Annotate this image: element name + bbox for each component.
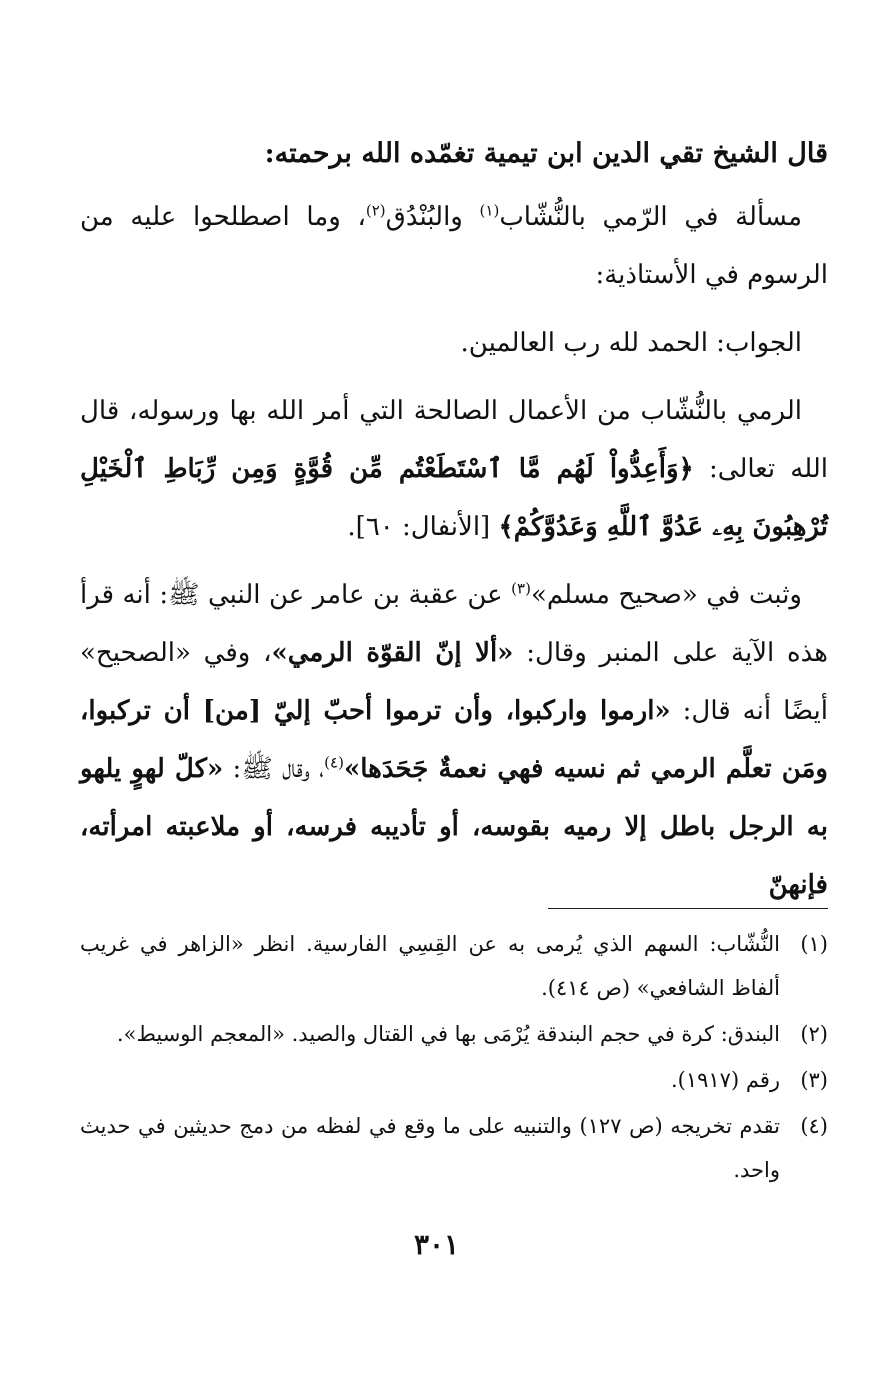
question-text-3: ، وما اصطلحوا عليه من الرسوم في الأستاذية: [80,202,828,290]
footnote-number: (١) [800,932,828,956]
footnote-text: رقم (١٩١٧). [670,1068,780,1092]
footnote-divider [548,908,828,909]
footnote-text: النُّشّاب: السهم الذي يُرمى به عن القِسِي الفارسية. انظر «الزاهر في غريب ألفاظ الشافعي» (ص ٤١٤). [80,932,780,1000]
quran-reference: [الأنفال: ٦٠]. [347,512,499,542]
footnote-item [80,922,828,1010]
question-text-1: مسألة في الرّمي بالنُّشّاب [499,202,803,232]
paragraph-question [80,188,828,304]
footnote-item [80,1058,828,1102]
hadith-text-2: ، وفي «الصحيح» أيضًا أنه قال: [80,638,828,726]
hadith-quote-1: «ألا إنّ القوّة الرمي» [271,638,514,668]
footnote-ref-4: (٤) [324,753,344,772]
footnotes [80,922,828,1194]
footnote-item [80,1104,828,1192]
footnote-ref-1: (١) [479,201,500,220]
hadith-quote-2: «ارموا واركبوا، وأن ترموا أحبّ إليّ [من] أن تركبوا، ومَن تعلَّم الرمي ثم نسيه فهي نعمةٌ جَحَدَها» [80,696,828,784]
footnote-ref-3: (٣) [511,579,531,598]
footnote-number: (٤) [800,1114,828,1138]
question-text-2: والبُنْدُق [385,202,480,232]
hadith-text-3: ، وقال ﷺ: [223,754,325,784]
quran-intro: الرمي بالنُّشّاب من الأعمال الصالحة التي أمر الله بها ورسوله، قال الله تعالى: [80,396,828,484]
paragraph-answer: الجواب: الحمد لله رب العالمين. [460,328,802,358]
hadith-text-1: عن عقبة بن عامر عن النبي ﷺ: أنه قرأ هذه الآية على المنبر وقال: [80,580,828,668]
paragraph-quran [80,382,828,556]
paragraph-hadith [80,566,828,914]
footnote-text: تقدم تخريجه (ص ١٢٧) والتنبيه على ما وقع في لفظه من دمج حديثين في حديث واحد. [80,1114,780,1182]
footnote-number: (٣) [800,1068,828,1092]
main-text [80,120,828,924]
footnote-text: البندق: كرة في حجم البندقة يُرْمَى بها في القتال والصيد. «المعجم الوسيط». [116,1022,780,1046]
footnote-item [80,1012,828,1056]
footnote-number: (٢) [800,1022,828,1046]
page-number: ٣٠١ [413,1228,460,1261]
footnote-ref-2: (٢) [365,201,386,220]
hadith-intro: وثبت في «صحيح مسلم» [530,580,802,610]
page-heading: قال الشيخ تقي الدين ابن تيمية تغمّده الله برحمته: [264,138,828,169]
quran-verse: ﴿وَأَعِدُّواْ لَهُم مَّا ٱسْتَطَعْتُم مِّن قُوَّةٍ وَمِن رِّبَاطِ ٱلْخَيْلِ تُرْهِبُونَ بِهِۦ عَدُوَّ ٱللَّهِ وَعَدُوَّكُمْ﴾ [80,454,828,542]
hadith-quote-3: «كلّ لهوٍ يلهو به الرجل باطل إلا رميه بقوسه، أو تأديبه فرسه، أو ملاعبته امرأته، فإنهنّ [80,754,828,900]
